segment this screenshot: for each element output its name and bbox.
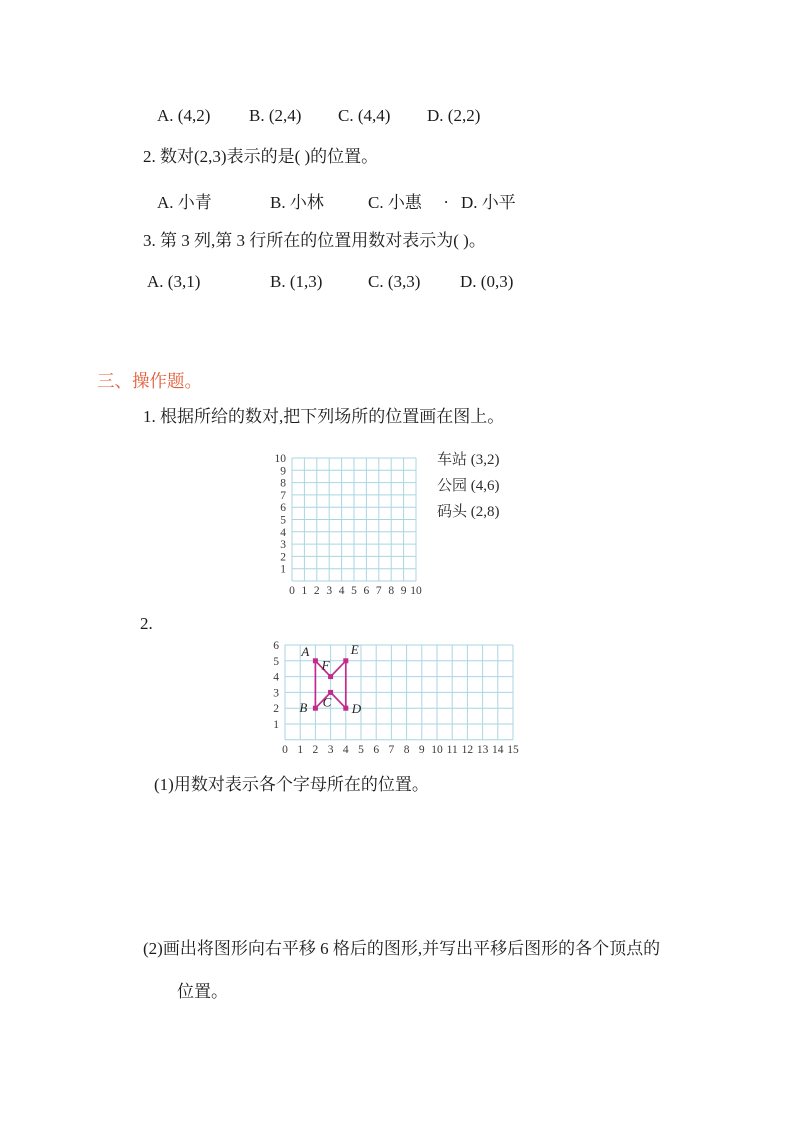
q3-option-b: B. (1,3) xyxy=(270,272,323,291)
svg-text:9: 9 xyxy=(400,585,407,597)
svg-text:8: 8 xyxy=(388,585,395,597)
svg-text:6: 6 xyxy=(363,585,370,597)
svg-text:2: 2 xyxy=(313,585,320,597)
svg-text:10: 10 xyxy=(431,743,443,756)
legend-item: 码头 (2,8) xyxy=(437,504,500,520)
q3-option-a: A. (3,1) xyxy=(147,272,201,291)
svg-text:0: 0 xyxy=(282,743,288,756)
q1-option-d: D. (2,2) xyxy=(427,106,481,125)
svg-text:13: 13 xyxy=(476,743,489,756)
q3-text: 3. 第 3 列,第 3 行所在的位置用数对表示为( )。 xyxy=(143,231,486,250)
svg-text:14: 14 xyxy=(492,743,504,756)
q3-option-c: C. (3,3) xyxy=(368,272,421,291)
svg-text:3: 3 xyxy=(280,539,286,552)
svg-text:7: 7 xyxy=(280,489,286,502)
svg-text:10: 10 xyxy=(410,585,422,597)
svg-text:12: 12 xyxy=(461,743,474,756)
q2-option-c: C. 小惠 xyxy=(368,193,422,212)
q2-option-a: A. 小青 xyxy=(157,193,212,212)
svg-text:A: A xyxy=(301,643,310,659)
q3-option-d: D. (0,3) xyxy=(460,272,514,291)
svg-text:9: 9 xyxy=(418,743,425,756)
svg-text:7: 7 xyxy=(388,743,395,756)
svg-text:2: 2 xyxy=(280,551,286,564)
chart1-legend xyxy=(437,447,500,525)
svg-text:C: C xyxy=(322,694,332,710)
svg-text:E: E xyxy=(350,641,359,657)
q2-option-b: B. 小林 xyxy=(270,193,324,212)
svg-text:6: 6 xyxy=(373,743,380,756)
svg-text:0: 0 xyxy=(289,585,295,597)
svg-text:1: 1 xyxy=(273,719,279,731)
svg-text:11: 11 xyxy=(446,743,458,756)
svg-text:3: 3 xyxy=(327,743,334,756)
q1-option-a: A. (4,2) xyxy=(157,106,211,125)
s3-sub1-text: (1)用数对表示各个字母所在的位置。 xyxy=(154,775,429,794)
svg-text:2: 2 xyxy=(312,743,319,756)
svg-text:4: 4 xyxy=(280,526,286,539)
svg-text:F: F xyxy=(321,657,330,673)
svg-text:4: 4 xyxy=(338,585,345,597)
svg-text:1: 1 xyxy=(297,743,304,756)
q2-option-d: D. 小平 xyxy=(461,193,516,212)
svg-text:2: 2 xyxy=(273,703,279,716)
svg-text:9: 9 xyxy=(280,465,286,478)
svg-text:B: B xyxy=(299,700,308,716)
svg-text:5: 5 xyxy=(358,743,364,756)
svg-text:3: 3 xyxy=(326,585,333,597)
svg-text:1: 1 xyxy=(301,585,308,597)
s3-sub2-text-line1: (2)画出将图形向右平移 6 格后的图形,并写出平移后图形的各个顶点的 xyxy=(143,939,661,958)
svg-text:6: 6 xyxy=(273,640,279,652)
svg-text:1: 1 xyxy=(280,563,286,576)
svg-text:15: 15 xyxy=(507,743,519,756)
svg-text:4: 4 xyxy=(273,671,279,684)
svg-text:7: 7 xyxy=(375,585,382,597)
coordinate-grid-1 xyxy=(264,444,434,602)
svg-text:5: 5 xyxy=(351,585,357,597)
q2-text: 2. 数对(2,3)表示的是( )的位置。 xyxy=(143,147,379,166)
svg-text:8: 8 xyxy=(403,743,410,756)
svg-text:10: 10 xyxy=(274,453,286,465)
svg-text:5: 5 xyxy=(280,514,286,527)
svg-text:8: 8 xyxy=(280,477,286,490)
svg-text:3: 3 xyxy=(273,687,279,700)
q1-option-c: C. (4,4) xyxy=(338,106,391,125)
stray-dot: . xyxy=(444,188,449,207)
svg-text:4: 4 xyxy=(342,743,349,756)
svg-text:D: D xyxy=(351,701,362,717)
s3-sub2-text-line2: 位置。 xyxy=(177,982,228,1001)
q1-option-b: B. (2,4) xyxy=(249,106,302,125)
section-heading: 三、操作题。 xyxy=(97,371,202,391)
legend-item: 车站 (3,2) xyxy=(437,452,500,468)
s3-item2-label: 2. xyxy=(140,614,153,633)
coordinate-grid-2 xyxy=(258,632,533,760)
svg-text:6: 6 xyxy=(280,502,286,515)
s3-item1-text: 1. 根据所给的数对,把下列场所的位置画在图上。 xyxy=(143,407,505,426)
legend-item: 公园 (4,6) xyxy=(437,478,500,494)
svg-text:5: 5 xyxy=(273,655,279,668)
